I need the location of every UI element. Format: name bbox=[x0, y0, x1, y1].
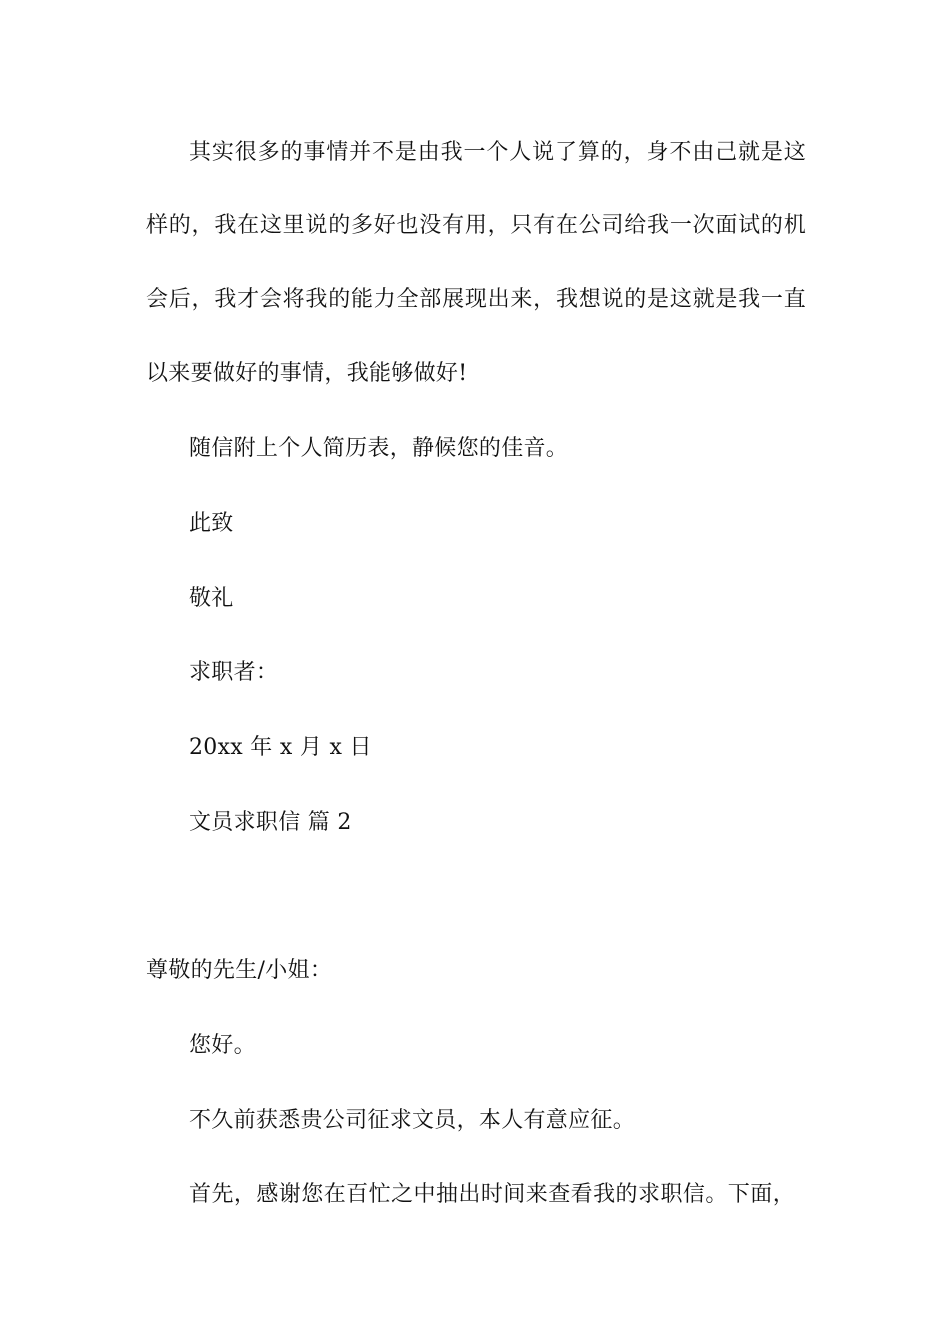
date-line: 20xx 年 x 月 x 日 bbox=[189, 735, 372, 760]
applicant-label: 求职者： bbox=[189, 660, 279, 685]
paragraph-line-4: 以来要做好的事情，我能够做好! bbox=[146, 361, 468, 386]
attachment-note: 随信附上个人简历表，静候您的佳音。 bbox=[189, 436, 569, 461]
section-title: 文员求职信 篇 2 bbox=[189, 810, 352, 835]
paragraph-line-1: 其实很多的事情并不是由我一个人说了算的，身不由己就是这 bbox=[189, 140, 806, 165]
thanks-line: 首先，感谢您在百忙之中抽出时间来查看我的求职信。下面， bbox=[189, 1182, 795, 1207]
greeting: 您好。 bbox=[189, 1033, 256, 1058]
intro-line: 不久前获悉贵公司征求文员，本人有意应征。 bbox=[189, 1108, 636, 1133]
salutation: 尊敬的先生/小姐： bbox=[146, 958, 333, 983]
paragraph-line-2: 样的，我在这里说的多好也没有用，只有在公司给我一次面试的机 bbox=[146, 213, 806, 238]
paragraph-line-3: 会后，我才会将我的能力全部展现出来，我想说的是这就是我一直 bbox=[146, 287, 806, 312]
closing-jingli: 敬礼 bbox=[189, 586, 234, 611]
closing-cizhi: 此致 bbox=[189, 511, 234, 536]
